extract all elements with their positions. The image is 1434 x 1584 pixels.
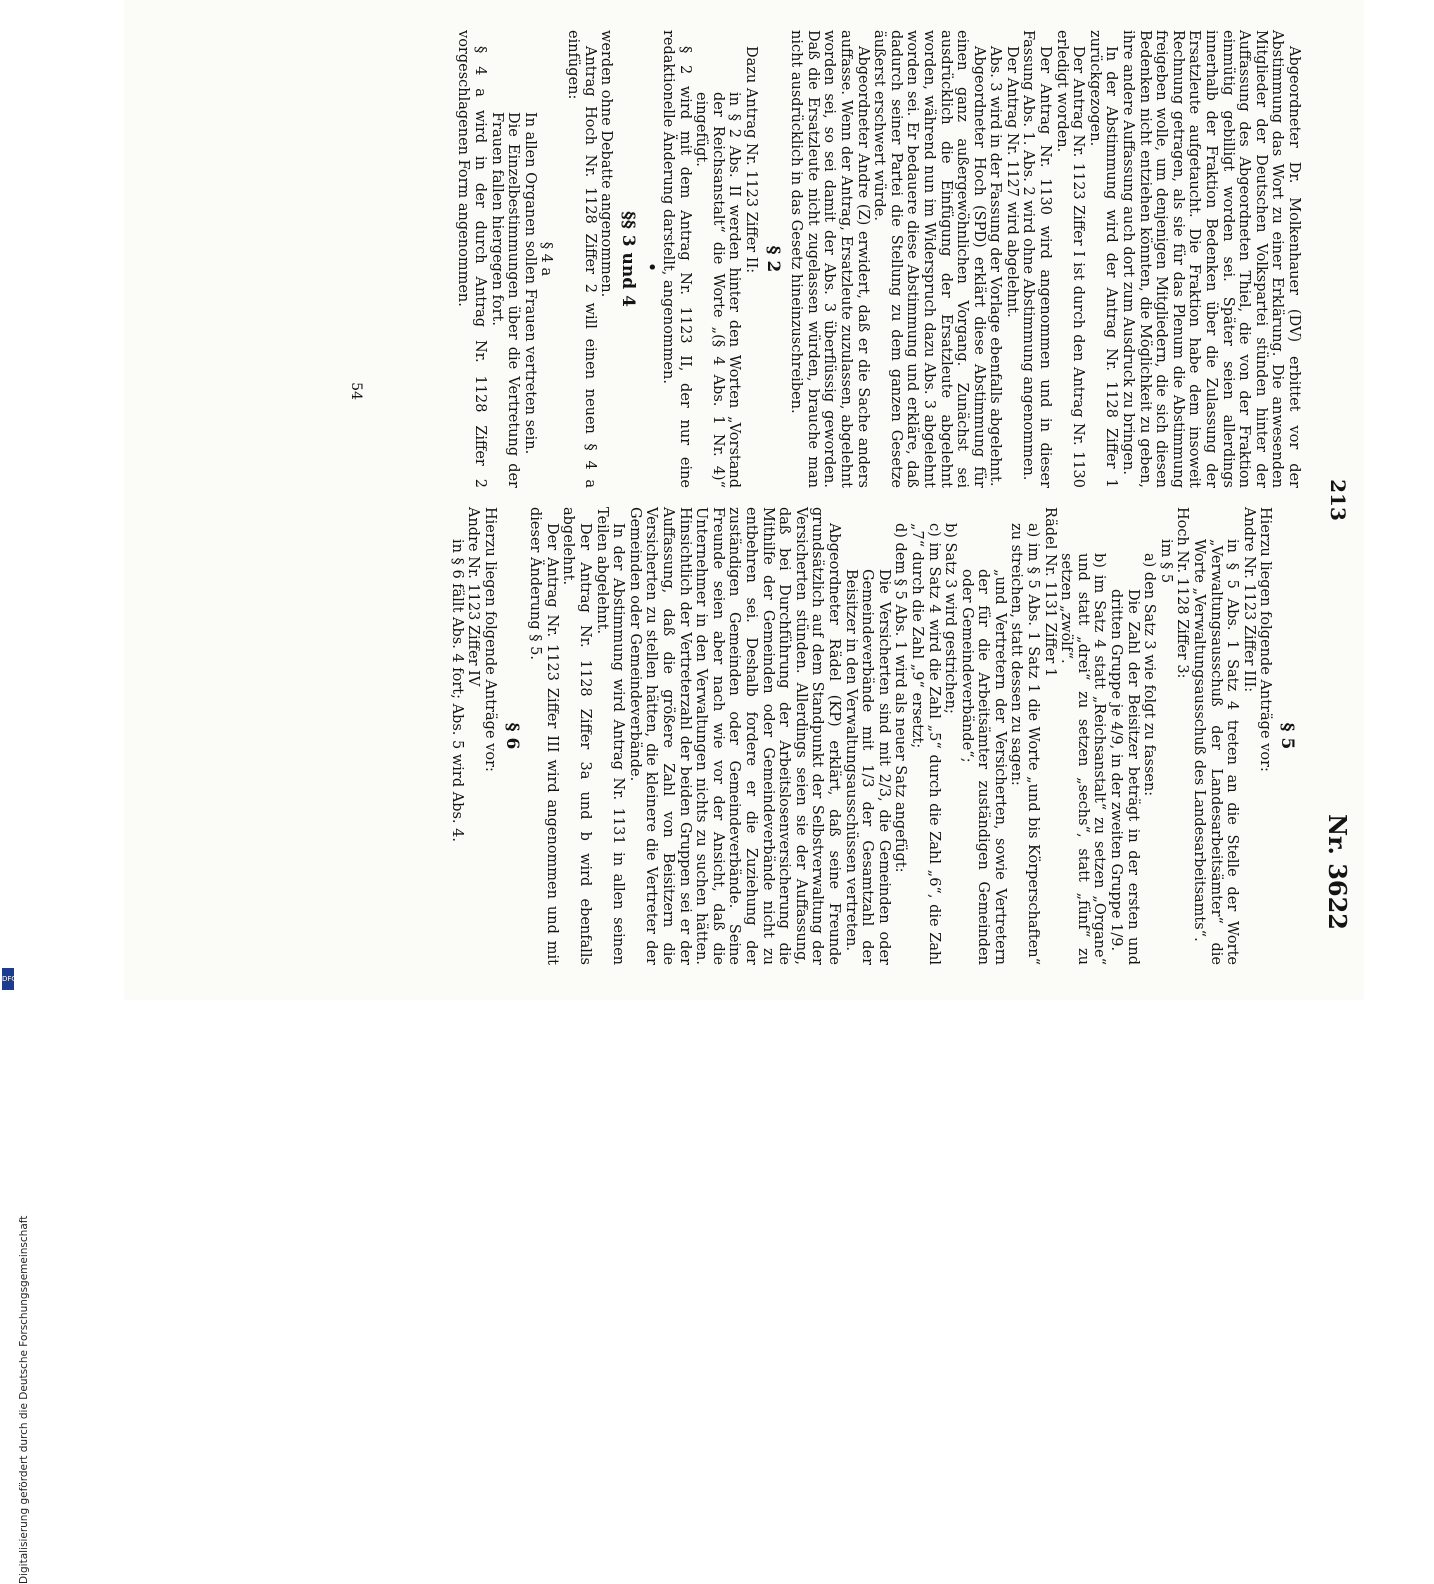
paragraph: In der Abstimmung wird der Antrag Nr. 1128 Ziffer 1 zurückgezogen. xyxy=(1086,30,1120,488)
separator-dot: • xyxy=(643,262,661,272)
motion-label: Andre Nr. 1123 Ziffer IV xyxy=(465,507,482,687)
page-header xyxy=(1304,30,1354,970)
motion-label: Andre Nr. 1123 Ziffer III: xyxy=(1240,507,1257,693)
paragraph: Dazu Antrag Nr. 1123 Ziffer II: xyxy=(743,46,759,274)
paragraph: Der Antrag Nr. 1123 Ziffer III wird angenommen und mit dieser Änderung § 5. xyxy=(527,507,560,965)
paragraph: In der Abstimmung wird Antrag Nr. 1131 in allen seinen Teilen abgelehnt. xyxy=(593,507,627,965)
signature-mark: 54 xyxy=(348,382,364,400)
right-column xyxy=(448,507,1302,965)
paragraph: werden ohne Debatte angenommen. xyxy=(598,30,615,298)
paragraph: Abs. 3 wird in der Fassung der Vorlage ebenfalls abgelehnt. xyxy=(987,46,1004,487)
paragraph: Der Antrag Nr. 1127 wird abgelehnt. xyxy=(1003,46,1020,318)
section-heading: § 5 xyxy=(1277,722,1297,750)
list-item: b) Satz 3 wird gestrichen; xyxy=(942,523,959,714)
document-number: Nr. 3622 xyxy=(1323,814,1352,930)
paragraph: Der Antrag Nr. 1123 Ziffer I ist durch den Antrag Nr. 1130 erledigt worden. xyxy=(1053,30,1087,488)
paragraph: Abgeordneter Andre (Z) erwidert, daß er die Sache anders auffasse. Wenn der Antrag, Ersatzleute zuzulassen, abgelehnt worden sei, so sei damit der Abs. 3 überflüssig geworden. Daß die Ersatzleute nicht zugelassen würden, brauche man nicht ausdrücklich in das Gesetz hineinzuschreiben. xyxy=(788,30,871,488)
paragraph: Der Antrag Nr. 1130 wird angenommen und in dieser Fassung Abs. 1. Abs. 2 wird ohne Abstimmung angenommen. xyxy=(1020,30,1054,488)
paragraph: Hierzu liegen folgende Anträge vor: xyxy=(1257,507,1274,772)
list-item: d) dem § 5 Abs. 1 wird als neuer Satz angefügt: xyxy=(892,523,909,873)
left-column xyxy=(455,30,1302,488)
quoted-amendment: in § 2 Abs. II werden hinter den Worten „Vorstand der Reichsanstalt“ die Worte „(§ 4 Abs. 1 Nr. 4)“ eingefügt. xyxy=(693,92,743,488)
quoted-provision: Die Zahl der Beisitzer beträgt in der ersten und dritten Gruppe je 4/9, in der zweiten Gruppe 1/9. xyxy=(1108,589,1141,965)
list-item: a) den Satz 3 wie folgt zu fassen: xyxy=(1141,553,1158,797)
list-item: c) im Satz 4 wird die Zahl „5“ durch die Zahl „6“, die Zahl „7“ durch die Zahl „9“ ersetzt; xyxy=(908,523,942,965)
quoted-provision: Die Versicherten sind mit 2/3, die Gemeinden oder Gemeindeverbände mit 1/3 der Gesamtzahl der Beisitzer in den Verwaltungsausschüssen vertreten. xyxy=(842,569,892,965)
motion-label: Rädel Nr. 1131 Ziffer 1 xyxy=(1041,507,1058,678)
quoted-provision: In allen Organen sollen Frauen vertreten sein. xyxy=(521,112,538,455)
paragraph: Abgeordneter Rädel (KP) erklärt, daß seine Freunde grundsätzlich auf dem Standpunkt der Selbstverwaltung der Versicherten stünden. Allerdings seien sie der Auffassung, daß bei Durchführung der Arbeitslosenversicherung die Mithilfe der Gemeinden oder Gemeindeverbände nicht zu entbehren sei. Deshalb fordere er die Zuziehung der zuständigen Gemeinden oder Gemeindeverbände. Seine Freunde seien aber nach wie vor der Ansicht, daß die Unternehmer in den Verwaltungen nichts zu suchen hätten. Hinsichtlich der Vertreterzahl der beiden Gruppen sei er der Auffassung, daß die größere Zahl von Beisitzern die Versicherten zu stellen hätten, die kleinere die Vertreter der Gemeinden oder Gemeindeverbände. xyxy=(626,507,842,965)
document-page xyxy=(124,0,1364,1000)
section-heading: § 2 xyxy=(762,245,783,273)
paragraph: Hierzu liegen folgende Anträge vor: xyxy=(482,507,499,772)
subsection-heading: § 4 a xyxy=(538,241,555,277)
paragraph: § 2 wird mit dem Antrag Nr. 1123 II, der nur eine redaktionelle Änderung darstellt, angenommen. xyxy=(660,30,693,488)
quoted-provision: Die Einzelbestimmungen über die Vertretung der Frauen fallen hiergegen fort. xyxy=(488,112,522,488)
section-heading: § 6 xyxy=(501,722,522,750)
list-item: b) im Satz 4 statt „Reichsanstalt“ zu setzen „Organe“ und statt „drei“ zu setzen „sechs“, statt „fünf“ zu setzen „zwölf“. xyxy=(1058,553,1108,965)
list-item: a) im § 5 Abs. 1 Satz 1 die Worte „und bis Körperschaften“ zu streichen, statt dessen zu sagen: xyxy=(1008,523,1042,965)
list-item: im § 5 xyxy=(1157,539,1174,584)
paragraph: Abgeordneter Hoch (SPD) erklärt diese Abstimmung für einen ganz außergewöhnlichen Vorgang. Zunächst sei ausdrücklich die Einfügung der Ersatzleute abgelehnt worden, während nun im Widerspruch dazu Abs. 3 abgelehnt worden sei. Er bedauere diese Abstimmung und erkläre, daß dadurch seiner Partei die Stellung zu dem ganzen Gesetze äußerst erschwert würde. xyxy=(871,30,987,488)
quoted-amendment: in § 5 Abs. 1 Satz 4 treten an die Stelle der Worte „Verwaltungsausschuß der Landesarbeitsämter“ die Worte „Verwaltungsausschuß des Landesarbeitsamts“. xyxy=(1191,539,1241,965)
motion-label: Hoch Nr. 1128 Ziffer 3: xyxy=(1174,507,1191,679)
paragraph: Der Antrag Nr. 1128 Ziffer 3a und b wird ebenfalls abgelehnt. xyxy=(560,507,594,965)
section-heading: §§ 3 und 4 xyxy=(617,211,638,307)
dfg-logo: DFG xyxy=(2,968,14,990)
page-number: 213 xyxy=(1326,479,1350,521)
quoted-provision: „und Vertretern der Versicherten, sowie Vertretern der für die Arbeitsämter zuständigen Gemeinden oder Gemeindeverbände“; xyxy=(958,569,1008,965)
footer-strip xyxy=(2,606,30,1584)
paragraph: § 4 a wird in der durch Antrag Nr. 1128 Ziffer 2 vorgeschlagenen Form angenommen. xyxy=(455,30,489,488)
quoted-amendment: in § 6 fällt Abs. 4 fort; Abs. 5 wird Abs. 4. xyxy=(448,539,465,842)
paragraph: Abgeordneter Dr. Molkenhauer (DV) erbittet vor der Abstimmung das Wort zu einer Erklärung. Die anwesenden Mitglieder der Deutschen Volkspartei stünden hinter der Auffassung des Abgeordneten Thiel, die von der Fraktion einmütig gebilligt worden sei. Später seien allerdings innerhalb der Fraktion Bedenken über die Zulassung der Ersatzleute aufgetaucht. Die Fraktion habe dem insoweit Rechnung getragen, als sie für das Plenum die Abstimmung freigeben wolle, um denjenigen Mitgliedern, die sich diesen Bedenken nicht entziehen könnten, die Möglichkeit zu geben, ihre andere Auffassung auch dort zum Ausdruck zu bringen. xyxy=(1120,30,1302,488)
digitization-credit: Digitalisierung gefördert durch die Deutsche Forschungsgemeinschaft xyxy=(18,1215,30,1584)
paragraph: Antrag Hoch Nr. 1128 Ziffer 2 will einen neuen § 4 a einfügen: xyxy=(565,30,598,488)
